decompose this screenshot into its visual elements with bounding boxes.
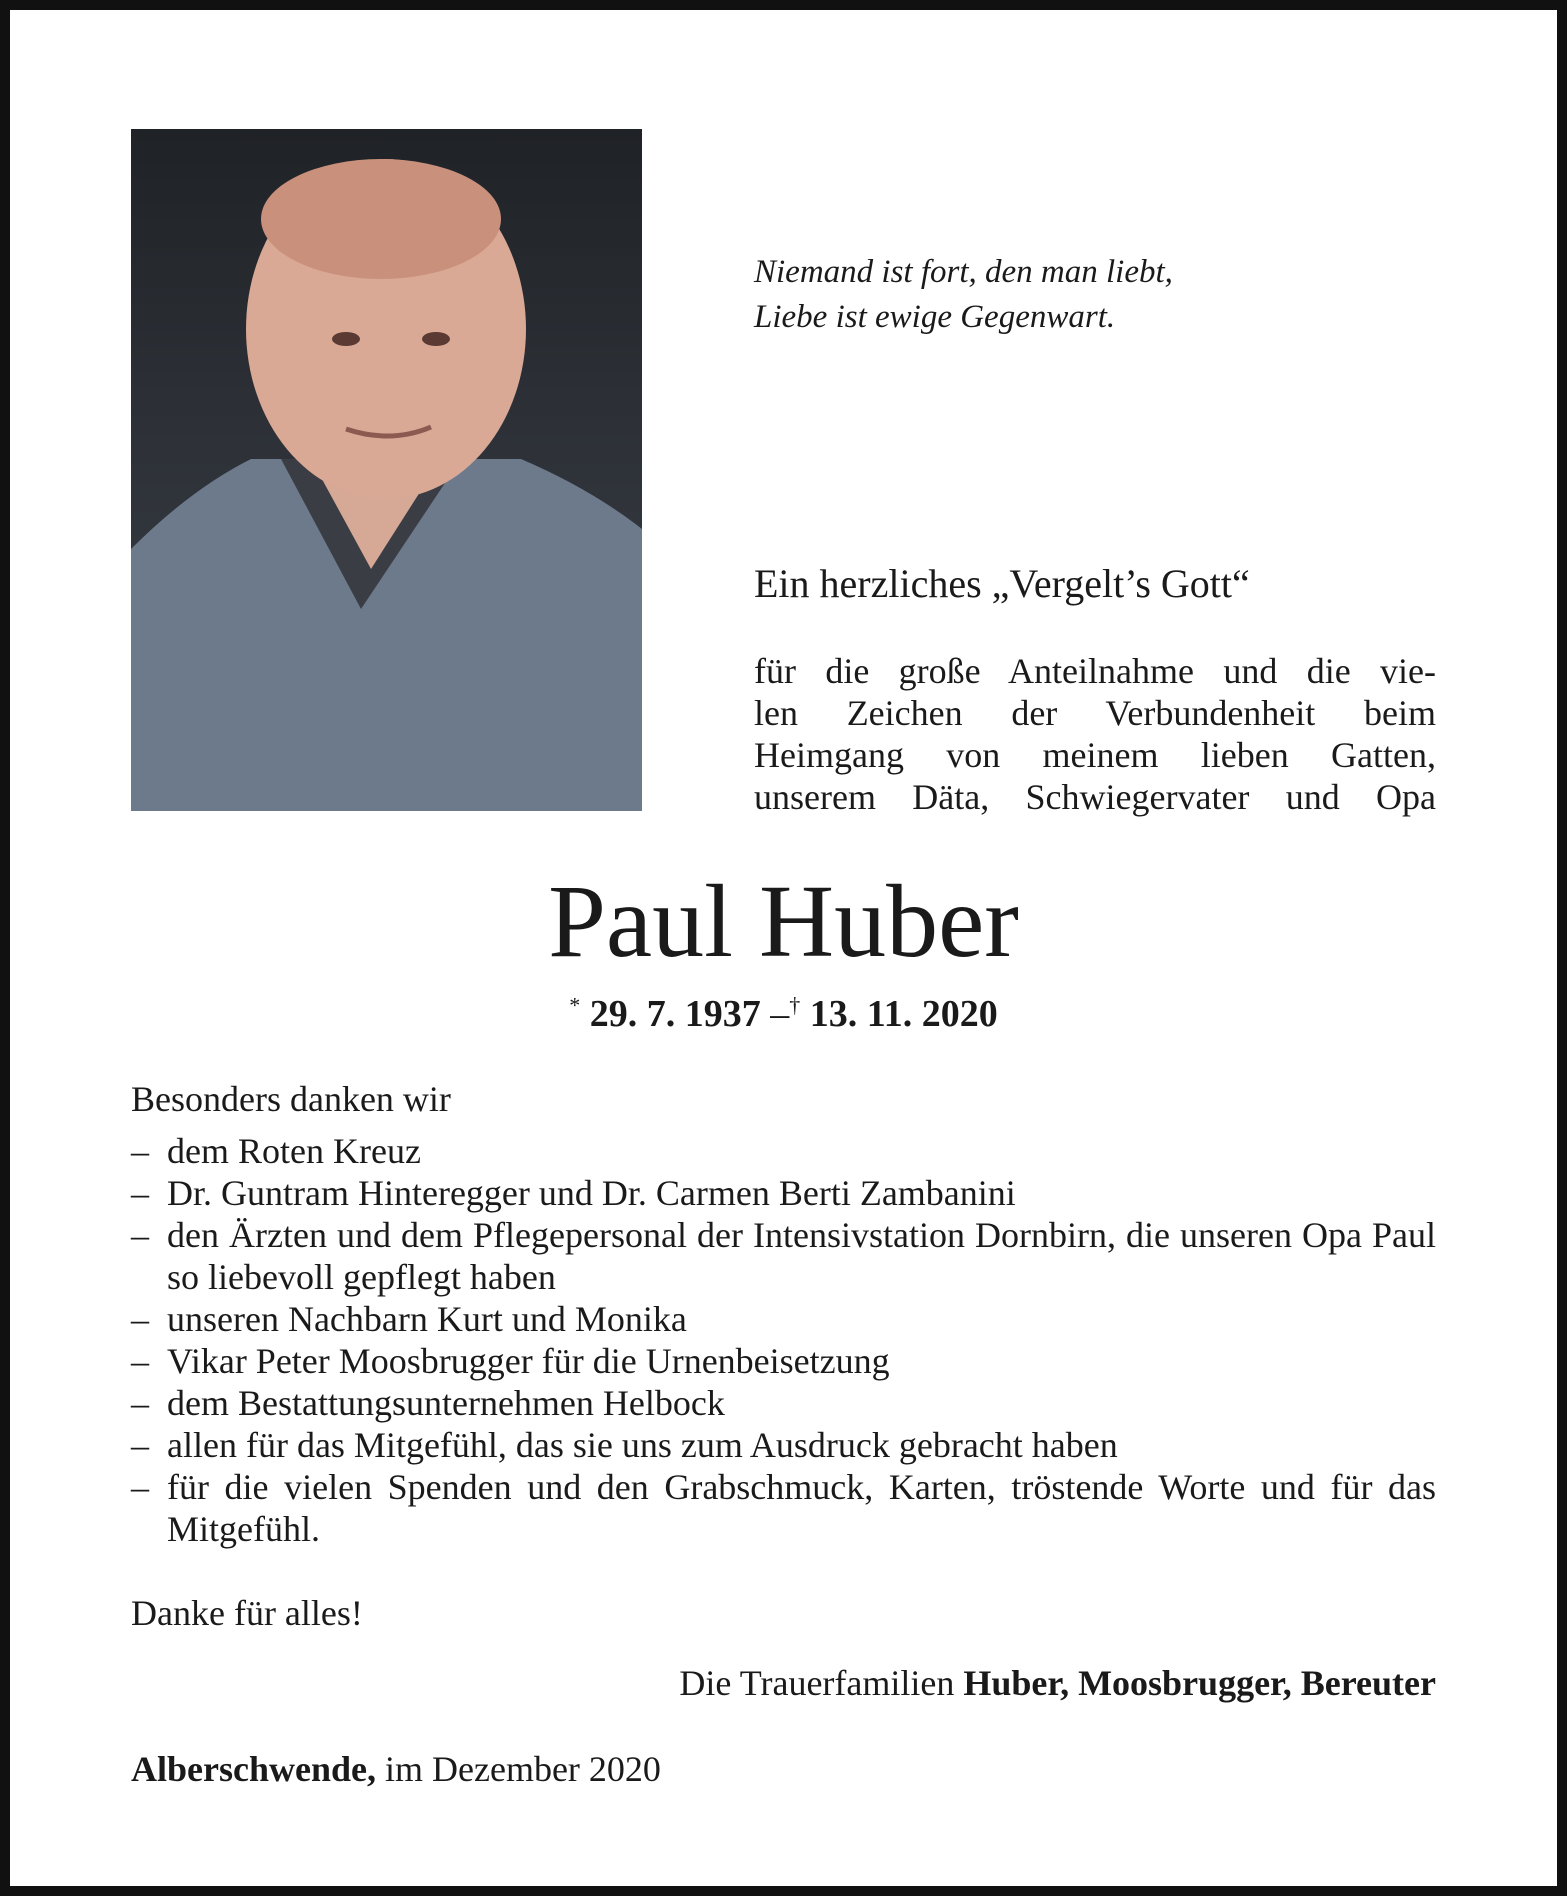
death-symbol: † bbox=[789, 992, 801, 1018]
list-item: – Vikar Peter Moosbrugger für die Urnenbeisetzung bbox=[131, 1340, 1436, 1382]
quote-line: Niemand ist fort, den man liebt, bbox=[754, 254, 1173, 290]
family-names: Huber, Moosbrugger, Bereuter bbox=[963, 1663, 1436, 1703]
list-item: – dem Bestattungsunternehmen Helbock bbox=[131, 1382, 1436, 1424]
life-dates bbox=[0, 992, 1567, 1036]
list-item: – den Ärzten und dem Pflegepersonal der Intensivstation Dornbirn, die unseren Opa Paul so liebevoll gepflegt haben bbox=[131, 1214, 1436, 1298]
date: im Dezember 2020 bbox=[385, 1749, 661, 1789]
paragraph-line: für die große Anteilnahme und die vie- bbox=[754, 651, 1436, 691]
place-date bbox=[131, 1748, 661, 1790]
list-item: – allen für das Mitgefühl, das sie uns zum Ausdruck gebracht haben bbox=[131, 1424, 1436, 1466]
closing-text: Danke für alles! bbox=[131, 1593, 363, 1633]
quote bbox=[754, 250, 1173, 340]
death-date: 13. 11. 2020 bbox=[809, 993, 998, 1035]
thanks-intro: Besonders danken wir bbox=[131, 1079, 451, 1119]
birth-date: 29. 7. 1937 bbox=[589, 993, 761, 1035]
thanks-list bbox=[131, 1130, 1436, 1550]
paragraph-line: len Zeichen der Verbundenheit beim bbox=[754, 693, 1436, 733]
birth-symbol: * bbox=[569, 992, 581, 1018]
list-item: – unseren Nachbarn Kurt und Monika bbox=[131, 1298, 1436, 1340]
deceased-name: Paul Huber bbox=[548, 864, 1019, 979]
list-item: – dem Roten Kreuz bbox=[131, 1130, 1436, 1172]
list-item: – Dr. Guntram Hinteregger und Dr. Carmen Berti Zambanini bbox=[131, 1172, 1436, 1214]
paragraph-line: unserem Däta, Schwiegervater und Opa bbox=[754, 777, 1436, 817]
list-item: – für die vielen Spenden und den Grabschmuck, Karten, tröstende Worte und für das Mitgefühl. bbox=[131, 1466, 1436, 1550]
place: Alberschwende, bbox=[131, 1749, 376, 1789]
family-prefix: Die Trauerfamilien bbox=[679, 1663, 955, 1703]
family-signature bbox=[679, 1662, 1436, 1704]
paragraph-line: Heimgang von meinem lieben Gatten, bbox=[754, 735, 1436, 775]
thanks-paragraph bbox=[754, 650, 1436, 818]
thanks-heading: Ein herzliches „Vergelt’s Gott“ bbox=[754, 561, 1250, 606]
quote-line: Liebe ist ewige Gegenwart. bbox=[754, 299, 1116, 335]
date-dash: – bbox=[770, 993, 790, 1035]
portrait-photo bbox=[131, 129, 642, 811]
